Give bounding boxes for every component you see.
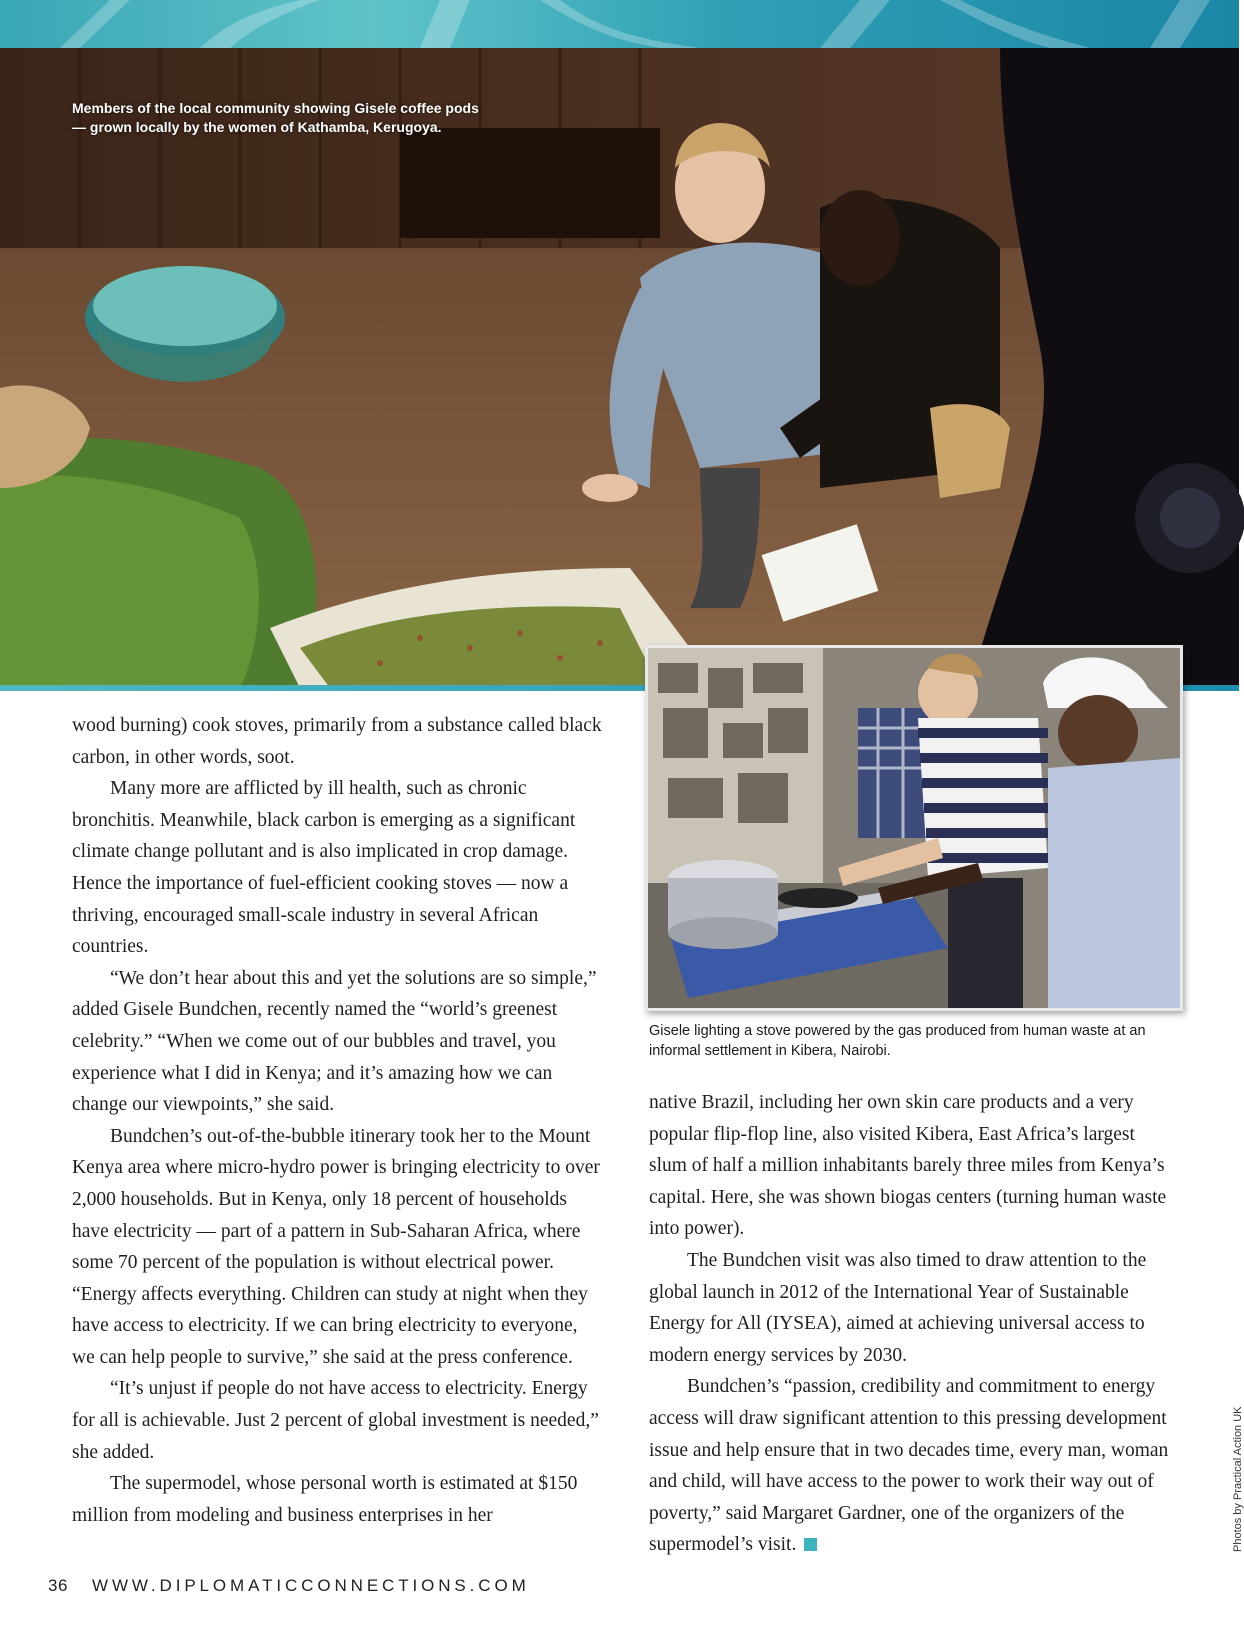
page-number: 36: [48, 1576, 68, 1595]
end-of-article-mark: [804, 1538, 817, 1551]
inset-photo: [645, 645, 1183, 1011]
top-decorative-band: [0, 0, 1239, 48]
photo-credit: Photos by Practical Action UK: [1232, 1406, 1244, 1552]
hero-photo-caption: Members of the local community showing Gisele coffee pods — grown locally by the women of Kathamba, Kerugoya.: [72, 100, 479, 135]
inset-photo-caption: Gisele lighting a stove powered by the gas produced from human waste at an informal settlement in Kibera, Nairobi.: [649, 1023, 1146, 1059]
article-right-column: [649, 1087, 1174, 1561]
article-paragraph: “We don’t hear about this and yet the solutions are so simple,” added Gisele Bundchen, recently named the “world’s greenest celebrity.” “When we come out of our bubbles and travel, you experience what I did in Kenya; and it’s amazing how we can change our viewpoints,” she said.: [72, 967, 597, 1116]
article-paragraph: The Bundchen visit was also timed to draw attention to the global launch in 2012 of the International Year of Sustainable Energy for All (IYSEA), aimed at achieving universal access to modern energy services by 2030.: [649, 1249, 1147, 1366]
article-left-column: [72, 710, 602, 1531]
inset-photo-illustration: [648, 648, 1180, 1008]
article-paragraph: The supermodel, whose personal worth is estimated at $150 million from modeling and business enterprises in her: [72, 1473, 578, 1526]
hero-photo-illustration: [0, 48, 1239, 688]
article-paragraph: “It’s unjust if people do not have access to electricity. Energy for all is achievable. Just 2 percent of global investment is needed,” she added.: [72, 1378, 599, 1463]
website-url: WWW.DIPLOMATICCONNECTIONS.COM: [92, 1576, 530, 1595]
article-paragraph: native Brazil, including her own skin care products and a very popular flip-flop line, also visited Kibera, East Africa’s largest slum of half a million inhabitants barely three miles from Kenya’s capital. Here, she was shown biogas centers (turning human waste into power).: [649, 1092, 1167, 1240]
article-paragraph: wood burning) cook stoves, primarily from a substance called black carbon, in other words, soot.: [72, 715, 602, 768]
article-paragraph: Many more are afflicted by ill health, such as chronic bronchitis. Meanwhile, black carbon is emerging as a significant climate change pollutant and is also implicated in crop damage. Hence the importance of fuel-efficient cooking stoves — now a thriving, encouraged small-scale industry in several African countries.: [72, 778, 576, 958]
hero-photo: [0, 48, 1239, 688]
article-last-paragraph: [649, 1371, 1174, 1561]
article-paragraph: Bundchen’s out-of-the-bubble itinerary took her to the Mount Kenya area where micro-hydro power is bringing electricity to over 2,000 households. But in Kenya, only 18 percent of households have electricity — part of a pattern in Sub-Saharan Africa, where some 70 percent of the population is without electrical power. “Energy affects everything. Children can study at night when they have access to electricity. If we can bring electricity to everyone, we can help people to survive,” she said at the press conference.: [72, 1125, 600, 1368]
article-paragraph-text: Bundchen’s “passion, credibility and commitment to energy access will draw significant attention to this pressing development issue and help ensure that in two decades time, every man, woman and child, will have access to the power to work their way out of poverty,” said Margaret Gardner, one of the organizers of the supermodel’s visit.: [649, 1376, 1169, 1556]
band-pattern: [0, 0, 1239, 48]
